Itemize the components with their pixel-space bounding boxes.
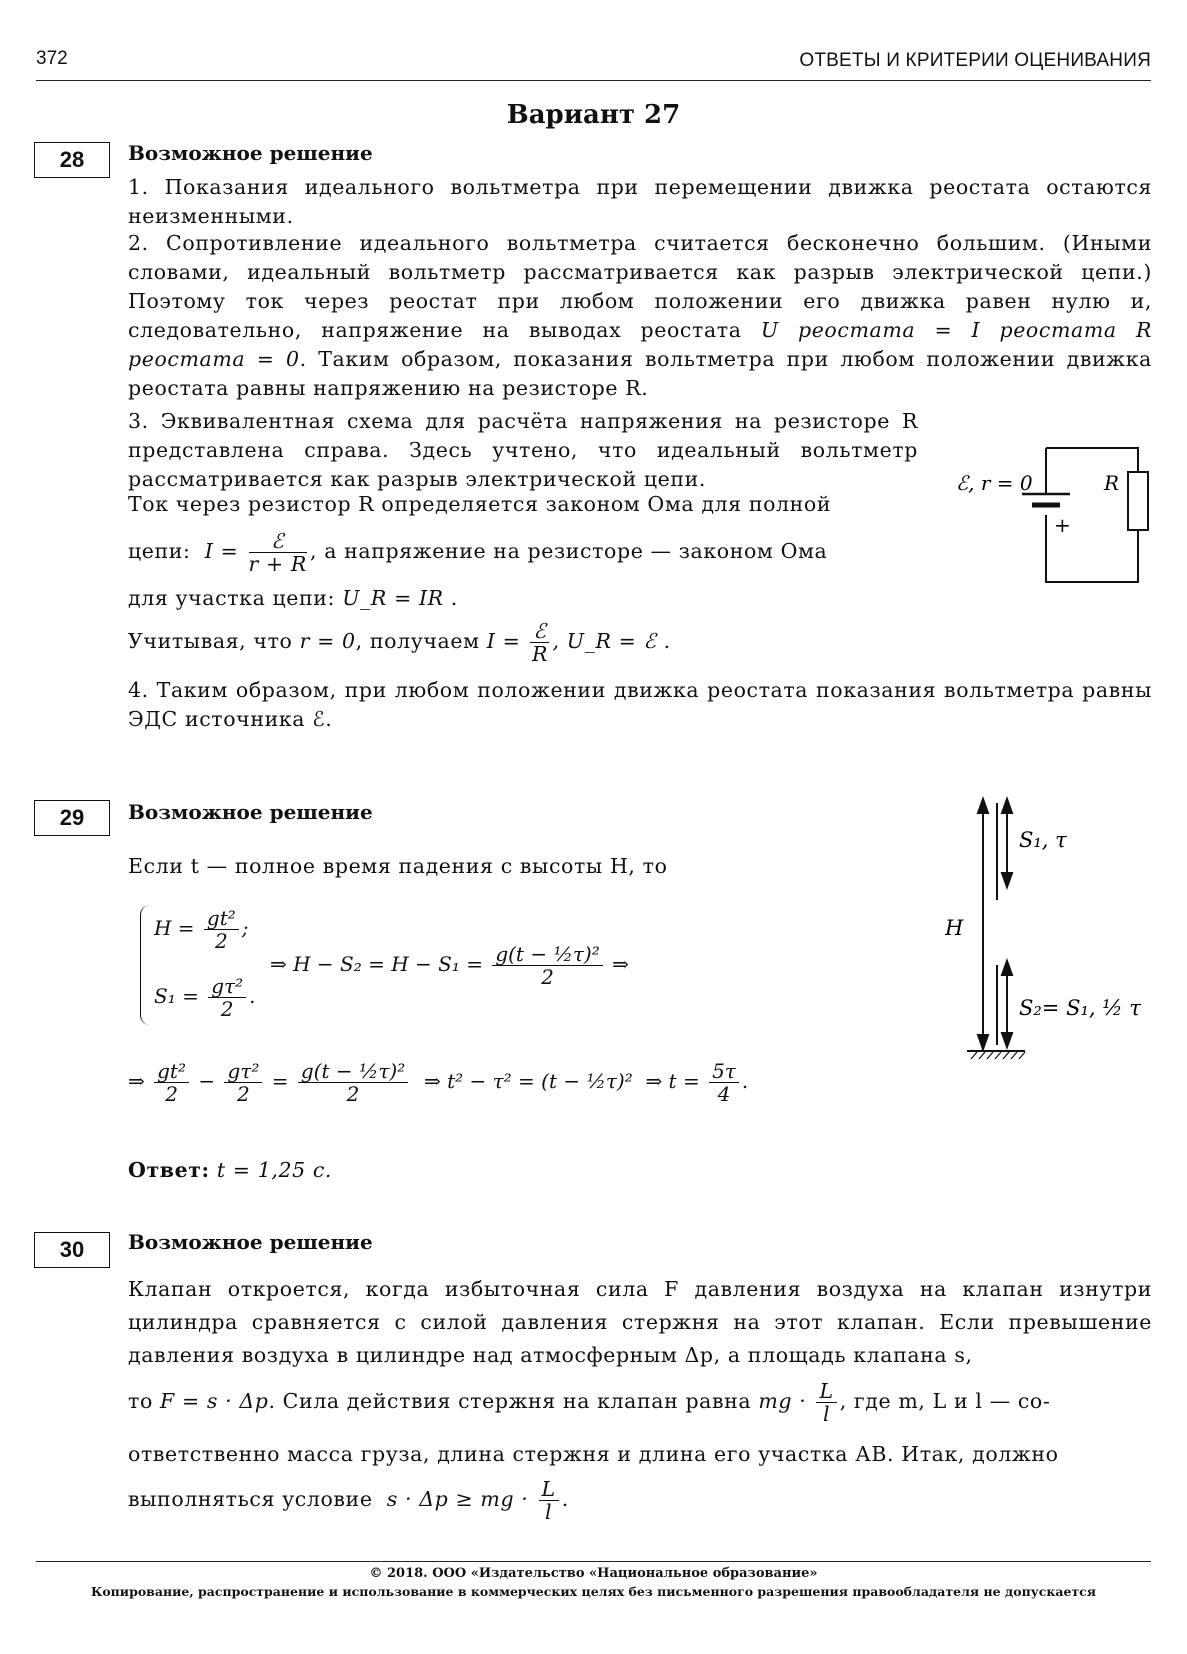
circuit-plus-label: + [1054,513,1071,537]
circuit-wire-top [1046,448,1138,472]
fall-H-label: H [945,916,964,940]
S1-arrow-head-top [1002,799,1012,813]
task-30-paragraph-1: Клапан откроется, когда избыточная сила F давления воздуха на клапан изнутри цилиндра сравняется с силой давления стержня на этот клапан. Если превышение давления воздуха в цилиндре над атмосферным Δp, а площадь клапана s, [128,1277,1152,1367]
task-28-paragraph-3c [128,530,918,575]
equation-H-minus-S: ⇒ H − S₂ = H − S₁ = $\frac{\text{g(t − ½τ)²}}{2}$ ⇒ [270,942,629,989]
task-28-paragraph-3e [128,620,918,665]
system-brace [140,905,151,1025]
task-29-equation-derivation: ⇒ $\frac{\text{gt²}}{2}$ − $\frac{\text{gτ²}}{2}$ = $\frac{\text{g(t − ½τ)²}}{2}$ ⇒ t² − τ² = (t − ½τ)² ⇒ t = $\frac{5\tau}{4}$ . [128,1059,749,1106]
task-30-p2-mid: . Сила действия стержня на клапан равна [268,1389,752,1413]
task-28-formula-I-full: I = $\frac{\text{ℰ}}{r + R}$ [197,529,307,576]
fall-S2-label: S₂= S₁, ½ τ [1019,996,1141,1020]
equation-H: H = $\frac{\text{gt²}}{2}$ ; [154,906,249,953]
task-28-paragraph-3: 3. Эквивалентная схема для расчёта напряжения на резисторе R представлена справа. Здесь учтено, что идеальный вольтметр рассматривается как разрыв электрической цепи. [128,409,918,491]
arrow-head-top [978,799,988,813]
running-title: ОТВЕТЫ И КРИТЕРИИ ОЦЕНИВАНИЯ [799,50,1151,71]
S2-arrow-head-bottom [1002,1033,1012,1047]
circuit-diagram [950,432,1160,592]
task-28-paragraph-2 [128,229,1152,403]
equation-S1: S₁ = $\frac{\text{gτ²}}{2}$ . [154,974,256,1021]
resistor-symbol [1128,472,1148,530]
task-30-subheading: Возможное решение [128,1230,373,1254]
task-28-p3c-start: цепи: [128,539,191,563]
answer-label: Ответ: [128,1158,210,1182]
ground-hatching [971,1052,1025,1059]
task-28-p2-end: . Таким образом, показания вольтметра при любом положении движка реостата равны напряжению на резисторе R. [128,347,1152,400]
answer-value: t = 1,25 с. [216,1158,333,1182]
task-30-p2-formula: F = s · Δp [160,1389,269,1413]
task-28-p3e-start: Учитывая, что [128,629,293,653]
task-28-p3e-ur: , U_R = ℰ . [552,629,671,653]
task-30-mg-L-over-l: mg · $\frac{L}{l}$ [758,1389,839,1413]
fall-S1-label: S₁, τ [1019,828,1067,852]
task-30-p2-end: , где m, L и l — со- [839,1389,1051,1413]
header-divider [36,80,1151,81]
page-number: 372 [36,48,68,69]
footer-copyright: © 2018. ООО «Издательство «Национальное образование» [369,1566,818,1581]
task-28-paragraph-3b: Ток через резистор R определяется законом Ома для полной [128,492,832,516]
S1-arrow-head-bottom [1002,873,1012,887]
task-28-p3d-text: для участка цепи: [128,586,336,610]
task-28-p3c-mid: , а напряжение на резисторе — законом Ома [309,539,828,563]
task-28-p3e-mid: , получаем [355,629,480,653]
task-30-number-box: 30 [34,1232,110,1268]
task-28-paragraph-3d [128,584,918,613]
task-28-subheading: Возможное решение [128,141,373,165]
task-28-p2-formula: U реостата = I реостата R реостата = 0 [128,318,1152,371]
task-28-number-box: 28 [34,142,110,178]
circuit-R-label: R [1104,471,1120,495]
task-29-intro: Если t — полное время падения с высоты H, то [128,854,668,878]
task-30-final-condition: s · Δp ≥ mg · $\frac{L}{l}$ . [379,1477,569,1524]
task-29-subheading: Возможное решение [128,800,373,824]
task-28-paragraph-4: 4. Таким образом, при любом положении движка реостата показания вольтметра равны ЭДС источника ℰ. [128,678,1152,731]
S2-arrow-head-top [1002,961,1012,975]
footer-notice: Копирование, распространение и использование в коммерческих целях без письменного разрешения правообладателя не допускается [90,1584,1097,1599]
task-30-paragraph-2 [128,1380,1152,1425]
task-30-paragraph-4 [128,1478,1152,1523]
circuit-emf-label: ℰ, r = 0 [956,471,1033,495]
footer-divider [36,1561,1151,1562]
task-28-formula-I-short: I = $\frac{\text{ℰ}}{R}$ [486,619,548,666]
task-28-paragraph-1: 1. Показания идеального вольтметра при перемещении движка реостата остаются неизменными. [128,175,1152,228]
task-30-paragraph-3: ответственно масса груза, длина стержня и длина его участка АВ. Итак, должно [128,1442,1059,1466]
variant-title: Вариант 27 [506,100,681,130]
task-29-number-box: 29 [34,800,110,836]
fall-diagram [945,795,1165,1070]
task-28-p3e-r: r = 0 [299,629,356,653]
arrow-head-bottom [978,1035,988,1049]
task-28-p3d-formula: U_R = IR . [342,586,458,610]
task-29-answer [128,1156,1152,1185]
task-28-p2-text: 2. Сопротивление идеального вольтметра считается бесконечно большим. (Иными словами, идеальный вольтметр рассматривается как разрыв электрической цепи.) Поэтому ток через реостат при любом положении его движка равен нулю и, следовательно, напряжение на выводах реостата [128,231,1152,342]
task-30-p2-start: то [128,1389,153,1413]
task-30-p4-start: выполняться условие [128,1487,373,1511]
